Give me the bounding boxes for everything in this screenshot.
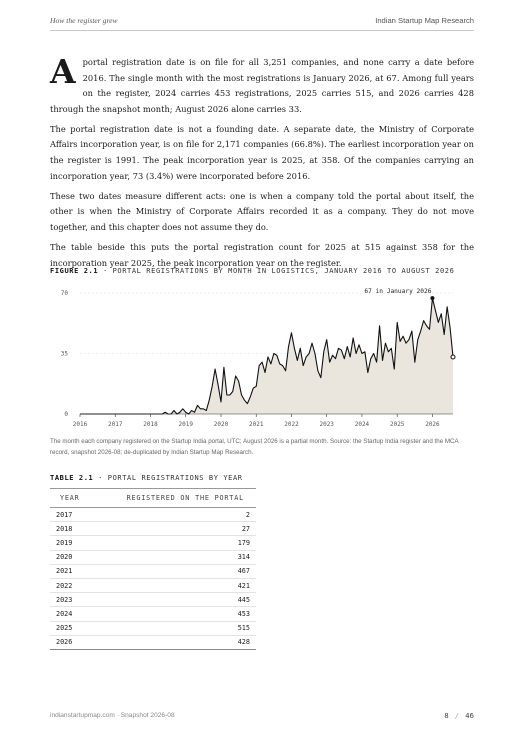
column-header-year: YEAR — [50, 489, 91, 508]
last-month-marker — [451, 355, 455, 359]
year-cell: 2025 — [50, 621, 91, 635]
table-heading: TABLE 2.1 · PORTAL REGISTRATIONS BY YEAR — [50, 474, 243, 482]
paragraph-2: The portal registration date is not a founding date. A separate date, the Ministry of Corporate Affairs incorporation year, is on file for 2,171 companies (66.8%). The earliest incorporation year on the register is 1991. The peak incorporation year is 2025, at 358. Of the companies carrying an incorporation year, 73 (3.4%) were incorporated before 2016. — [50, 123, 474, 181]
table-row — [50, 536, 256, 550]
publication-name: Indian Startup Map Research — [375, 16, 474, 25]
x-tick-label: 2023 — [319, 421, 334, 428]
x-tick-label: 2022 — [284, 421, 299, 428]
table-row — [50, 522, 256, 536]
y-tick-label: 70 — [60, 290, 68, 297]
paragraph-1-text: portal registration date is on file for all 3,251 companies, and none carry a date before 2016. The single month with the most registrations is January 2026, at 67. Among full years on the register, 2024 carries 453 registrations, 2025 carries 515, and 2026 carries 428 through the snapshot month; August 2026 alone carries 33. — [50, 57, 474, 114]
count-cell: 453 — [91, 607, 256, 621]
x-tick-label: 2016 — [72, 421, 88, 428]
figure-heading: FIGURE 2.1 · PORTAL REGISTRATIONS BY MONTH IN LOGISTICS, JANUARY 2016 TO AUGUST 2026 — [50, 267, 455, 275]
count-cell: 179 — [91, 536, 256, 550]
x-tick-label: 2025 — [389, 421, 405, 428]
chapter-title: How the register grew — [50, 16, 118, 25]
figure-caption: The month each company registered on the Startup India portal, UTC; August 2026 is a partial month. Source: the Startup India register and the MCA record, snapshot 2026-08; de-duplicated by Indian Startup Map Research. — [50, 438, 459, 456]
figure-number: FIGURE 2.1 — [50, 267, 99, 275]
count-cell: 445 — [91, 593, 256, 607]
count-cell: 27 — [91, 522, 256, 536]
drop-cap: A — [50, 52, 76, 91]
x-axis-ticks — [73, 414, 440, 428]
table-number: TABLE 2.1 — [50, 474, 94, 482]
registrations-by-year-table — [50, 488, 256, 650]
table-row — [50, 578, 256, 592]
year-cell: 2020 — [50, 550, 91, 564]
table-row — [50, 621, 256, 635]
footer-source: indianstartupmap.com · Snapshot 2026-08 — [50, 712, 175, 719]
table-title: PORTAL REGISTRATIONS BY YEAR — [107, 474, 243, 482]
table-header-row — [50, 489, 256, 508]
count-cell: 314 — [91, 550, 256, 564]
x-tick-label: 2026 — [425, 421, 440, 428]
table-row — [50, 550, 256, 564]
chapter-body — [50, 52, 474, 276]
y-axis-ticks — [61, 290, 69, 418]
year-cell: 2022 — [50, 578, 91, 592]
table-row — [50, 635, 256, 649]
year-cell: 2024 — [50, 607, 91, 621]
count-cell: 421 — [91, 578, 256, 592]
year-cell: 2026 — [50, 635, 91, 649]
count-cell: 2 — [91, 508, 256, 522]
paragraph-4: The table beside this puts the portal registration count for 2025 at 515 against 358 for the incorporation year 2025, the peak incorporation year on the register. — [50, 242, 474, 268]
count-cell: 467 — [91, 564, 256, 578]
x-tick-label: 2019 — [178, 421, 193, 428]
page-number: 8 / 46 — [444, 711, 474, 720]
table-row — [50, 607, 256, 621]
peak-annotation: 67 in January 2026 — [364, 288, 432, 296]
x-tick-label: 2021 — [248, 421, 264, 428]
count-cell: 515 — [91, 621, 256, 635]
y-tick-label: 0 — [64, 411, 68, 418]
y-tick-label: 35 — [60, 350, 68, 358]
table-row — [50, 564, 256, 578]
total-pages: 46 — [465, 711, 474, 720]
x-tick-label: 2024 — [354, 421, 370, 428]
table-row — [50, 593, 256, 607]
year-cell: 2018 — [50, 522, 91, 536]
year-cell: 2017 — [50, 508, 91, 522]
registrations-area — [80, 298, 453, 414]
x-tick-label: 2020 — [213, 421, 229, 428]
running-header — [50, 16, 474, 31]
year-cell: 2019 — [50, 536, 91, 550]
x-tick-label: 2017 — [108, 421, 123, 428]
monthly-registrations-chart — [50, 283, 474, 433]
count-cell: 428 — [91, 635, 256, 649]
paragraph-1 — [50, 52, 474, 117]
x-tick-label: 2018 — [143, 421, 158, 428]
year-cell: 2021 — [50, 564, 91, 578]
peak-marker — [430, 296, 434, 300]
current-page: 8 — [444, 711, 449, 720]
paragraph-3: These two dates measure different acts: one is when a company told the portal about itself, the other is when the Ministry of Corporate Affairs recorded it as a company. They do not move together, and this chapter does not assume they do. — [50, 190, 474, 232]
figure-title: PORTAL REGISTRATIONS BY MONTH IN LOGISTICS, JANUARY 2016 TO AUGUST 2026 — [112, 267, 455, 275]
year-cell: 2023 — [50, 593, 91, 607]
table-row — [50, 508, 256, 522]
column-header-registered: REGISTERED ON THE PORTAL — [91, 489, 256, 508]
